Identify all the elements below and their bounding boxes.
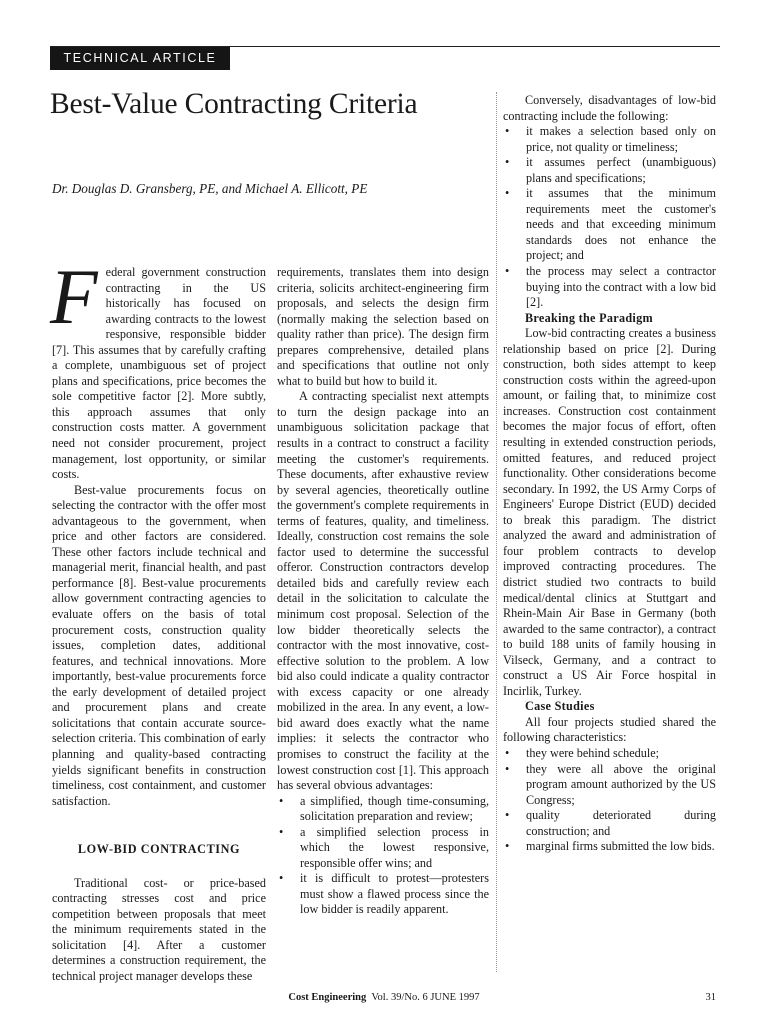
list-item: • it is difficult to protest—protesters must show a flawed process since the low bidder is readily apparent. (279, 871, 489, 917)
list-item: • it makes a selection based only on price, not quality or timeliness; (505, 124, 716, 154)
bullet-marker: • (279, 793, 284, 808)
bullet-marker: • (279, 871, 284, 886)
publication-name: Cost Engineering (288, 992, 367, 1003)
paragraph: A contracting specialist next attempts to turn the design package into an unambiguous solicitation package that results in a contract to construct a facility meeting the customer's requirements. These documents, after exhaustive review by several agencies, theoretically outline the government's complete requirements in terms of features, quality, and timeliness. Ideally, construction cost remains the sole factor used to determine the successful offeror. Construction contractors develop detailed bids and carefully review each detail in the solicitation to calculate the minimum cost proposal. Selection of the low bidder theoretically selects the contractor with the most innovative, cost-effective solution to the problem. A low bid also could indicate a quality contractor with excess capacity or one already mobilized in the area. In any event, a low-bid award does exactly what the name implies: it selects the contractor who promises to construct the facility at the lowest construction cost [1]. This approach has several obvious advantages: (277, 389, 489, 793)
paragraph: Best-value procurements focus on selecting the contractor with the offer most advantageous to the government, when price and other factors are considered. These other factors include technical and managerial merit, financial health, and past performance [8]. Best-value procurements allow government contracting agencies to evaluate offers on the basis of total procurement costs, construction quality issues, completion dates, additional features, and technical innovations. More importantly, best-value procurements force the early development of detailed project and procurement plans and create solicitations that contain accurate source-selection criteria. This combination of early planning and quality-based contracting yields significant benefits in construction timeliness, cost containment, and customer satisfaction. (52, 482, 266, 808)
lead-paragraph (50, 253, 266, 483)
lead-text: ederal government construction contracting in the US historically has focused on awarding contracts to the lowest responsive, responsible bidder [7]. This assumes that by carefully crafting a complete, unambiguous set of project plans and specifications, price becomes the sole competitive factor [2]. More subtly, this approach assumes that only construction costs matter. A government need not consider procurement, project management, lost opportunity, or similar costs. (52, 265, 266, 482)
list-item: • they were behind schedule; (505, 745, 659, 760)
column-3 (503, 93, 716, 855)
bullet-marker: • (505, 745, 510, 760)
article-authors: Dr. Douglas D. Gransberg, PE, and Michael A. Ellicott, PE (52, 181, 368, 196)
characteristics-list (503, 746, 716, 855)
disadvantages-list (503, 124, 716, 311)
issue-info: Vol. 39/No. 6 JUNE 1997 (371, 992, 480, 1003)
paragraph: Conversely, disadvantages of low-bid contracting include the following: (503, 93, 716, 123)
page-number: 31 (705, 992, 716, 1003)
drop-cap: F (50, 253, 98, 340)
list-item: • the process may select a contractor buying into the contract with a low bid [2]. (505, 264, 716, 310)
column-divider (496, 92, 497, 972)
page-footer (0, 992, 768, 1003)
bullet-marker: • (505, 761, 510, 776)
list-item: • a simplified selection process in which the lowest responsive, responsible offer wins; and (279, 824, 489, 870)
bullet-marker: • (279, 824, 284, 839)
list-item: • it assumes that the minimum requirements meet the customer's needs and that exceeding minimum standards does not enhance the project; and (505, 186, 716, 263)
bullet-marker: • (505, 264, 510, 279)
advantages-list (277, 794, 489, 918)
column-1 (50, 253, 266, 985)
list-item: • they were all above the original program amount authorized by the US Congress; (505, 761, 716, 807)
bullet-marker: • (505, 186, 510, 201)
subsection-heading: Breaking the Paradigm (525, 310, 653, 325)
article-title: Best-Value Contracting Criteria (50, 88, 418, 120)
paragraph: Traditional cost- or price-based contracting stresses cost and price competition between proposals that meet the minimum requirements stated in the solicitation [4]. After a customer determines a construction requirement, the technical project manager develops these (52, 875, 266, 983)
list-item: • it assumes perfect (unambiguous) plans and specifications; (505, 155, 716, 185)
paragraph: Low-bid contracting creates a business relationship based on price [2]. During construction, both sides attempt to keep construction costs within the agreed-upon amount, or failing that, to minimize cost increases. Construction cost containment becomes the major focus of effort, often resulting in extended construction periods, omitted features, and reduced project functionality. Other considerations become secondary. In 1992, the US Army Corps of Engineers' Europe District (EUD) decided to break this paradigm. The district analyzed the award and administration of four problem contracts to develop improved contracting procedures. The district studied two contracts to build medical/dental clinics at Stuttgart and Rhein-Main Air Base in Germany (both awarded to the same contractor), a contract to build 188 units of family housing in Vilseck, Germany, and a contract to construct a US Air Force hospital in Incirlik, Turkey. (503, 326, 716, 698)
subsection-heading: Case Studies (525, 699, 595, 714)
bullet-marker: • (505, 124, 510, 139)
paragraph: All four projects studied shared the following characteristics: (503, 714, 716, 745)
column-2 (277, 265, 489, 918)
paragraph: requirements, translates them into design criteria, solicits architect-engineering firm proposals, and selects the design firm (normally making the selection based on quality rather than price). The design firm prepares comprehensive, detailed plans and specifications that outline not only what to build but how to build it. (277, 265, 489, 388)
section-tag: TECHNICAL ARTICLE (50, 47, 230, 70)
list-item: • quality deteriorated during construction; and (505, 808, 716, 838)
bullet-marker: • (505, 808, 510, 823)
bullet-marker: • (505, 155, 510, 170)
list-item: • a simplified, though time-consuming, solicitation preparation and review; (279, 793, 489, 824)
bullet-marker: • (505, 839, 510, 854)
list-item: • marginal firms submitted the low bids. (505, 839, 715, 854)
section-heading: LOW-BID CONTRACTING (77, 842, 241, 857)
